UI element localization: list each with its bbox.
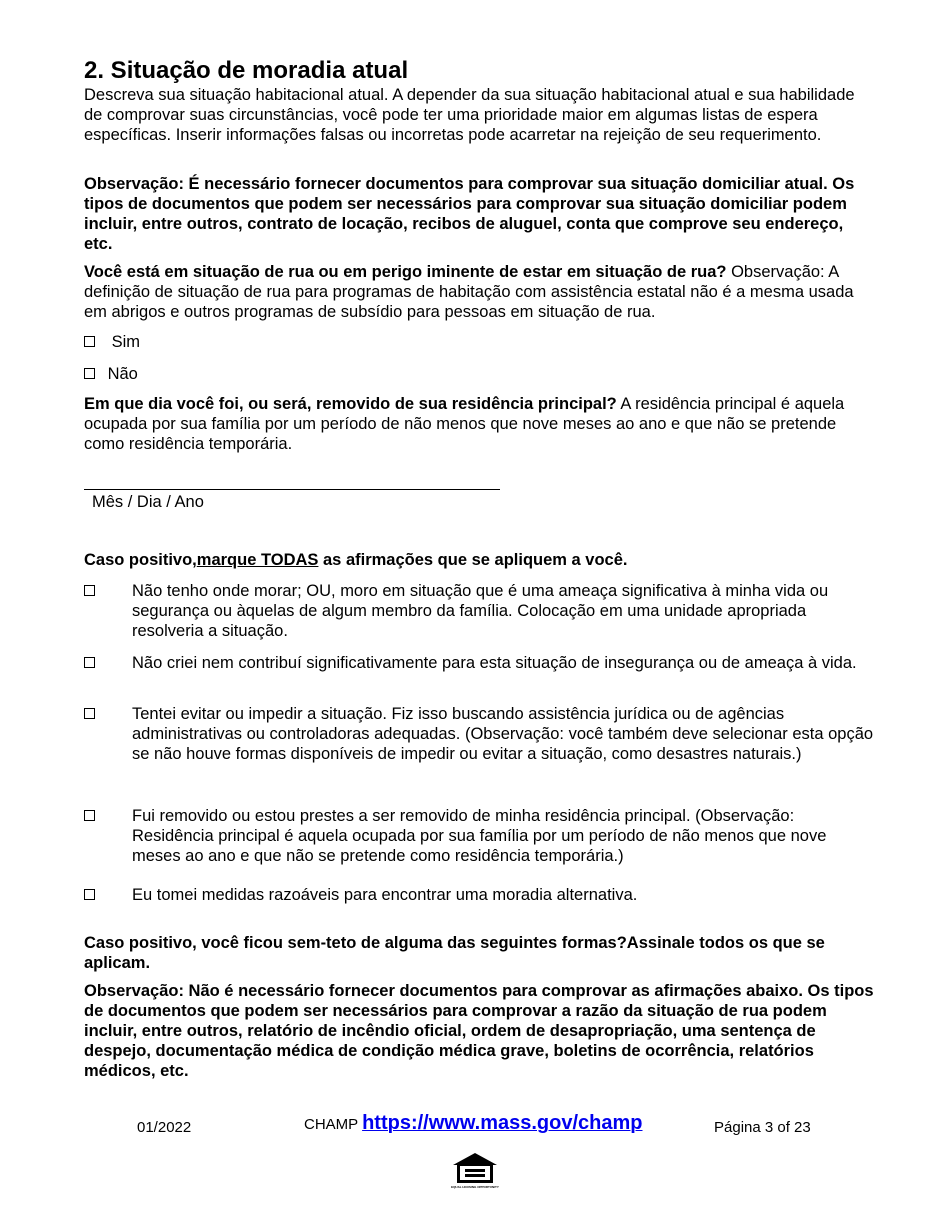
checkbox[interactable] xyxy=(84,810,95,821)
option-nao-label: Não xyxy=(107,365,138,383)
equal-housing-logo xyxy=(450,1151,500,1193)
statement-item[interactable] xyxy=(84,806,874,866)
footer-page-number: Página 3 of 23 xyxy=(714,1119,811,1136)
statement-item[interactable] xyxy=(84,653,874,673)
footer-program xyxy=(304,1113,643,1135)
instruction-prefix: Caso positivo, xyxy=(84,551,197,569)
section-heading: 2. Situação de moradia atual xyxy=(84,57,409,84)
logo-caption: EQUAL HOUSING OPPORTUNITY xyxy=(451,1185,499,1189)
removal-date-question-note: A residência principal é aquela ocupada por sua família por um período de não menos que nove meses ao ano e que não se pretende como residência temporária. xyxy=(84,395,845,453)
checkbox[interactable] xyxy=(84,368,95,379)
intro-paragraph: Descreva sua situação habitacional atual. A depender da sua situação habitacional atual e sua habilidade de comprovar suas circunstâncias, você pode ter uma prioridade maior em algumas listas de espera específicas. Inserir informações falsas ou incorretas pode acarretar na rejeição de seu requerimento. xyxy=(84,86,855,144)
option-sim-label: Sim xyxy=(111,333,141,351)
statement-text: Fui removido ou estou prestes a ser removido de minha residência principal. (Observação: Residência principal é aquela ocupada por sua família por um período de não menos que nove meses ao ano e que não se pretende como residência temporária.) xyxy=(132,807,827,865)
mark-all-instruction xyxy=(84,550,864,570)
date-format-label: Mês / Dia / Ano xyxy=(92,493,204,511)
footer-program-label: CHAMP xyxy=(304,1116,363,1133)
footer-url-link[interactable]: https://www.mass.gov/champ xyxy=(362,1112,643,1134)
checkbox[interactable] xyxy=(84,708,95,719)
option-sim[interactable] xyxy=(84,332,140,352)
statement-text: Não criei nem contribuí significativamente para esta situação de insegurança ou de ameaça à vida. xyxy=(132,654,857,672)
statement-item[interactable] xyxy=(84,581,874,641)
checkbox[interactable] xyxy=(84,585,95,596)
statement-text: Não tenho onde morar; OU, moro em situação que é uma ameaça significativa à minha vida ou segurança ou àquelas de algum membro da família. Colocação em uma unidade apropriada resolveria a situação. xyxy=(132,582,829,640)
homeless-question xyxy=(84,262,864,322)
homeless-cause-note: Observação: Não é necessário fornecer documentos para comprovar as afirmações abaixo. Os tipos de documentos que podem ser necessários para comprovar a razão da situação de rua podem incluir, entre outros, relatório de incêndio oficial, ordem de desapropriação, uma sentença de despejo, documentação médica de condição médica grave, boletins de ocorrência, relatórios médicos, etc. xyxy=(84,982,874,1080)
option-nao[interactable] xyxy=(84,364,138,384)
instruction-underlined: marque TODAS xyxy=(196,551,319,569)
homeless-question-note: Observação: A definição de situação de rua para programas de habitação com assistência estatal não é a mesma usada em abrigos e outros programas de subsídio para pessoas em situação de rua. xyxy=(84,263,854,321)
checkbox[interactable] xyxy=(84,657,95,668)
removal-date-question-text: Em que dia você foi, ou será, removido de sua residência principal? xyxy=(84,395,617,413)
homeless-question-text: Você está em situação de rua ou em perigo iminente de estar em situação de rua? xyxy=(84,263,727,281)
checkbox[interactable] xyxy=(84,336,95,347)
instruction-suffix: as afirmações que se apliquem a você. xyxy=(318,551,628,569)
removal-date-question xyxy=(84,394,864,454)
statement-text: Tentei evitar ou impedir a situação. Fiz isso buscando assistência jurídica ou de agências administrativas ou controladoras adequadas. (Observação: você também deve selecionar esta opção se não houve formas disponíveis de impedir ou evitar a situação, como desastres naturais.) xyxy=(132,705,874,763)
equal-housing-opportunity-icon xyxy=(450,1151,500,1193)
homeless-cause-question: Caso positivo, você ficou sem-teto de alguma das seguintes formas?Assinale todos os que se aplicam. xyxy=(84,934,825,972)
checkbox[interactable] xyxy=(84,889,95,900)
date-input-line[interactable] xyxy=(84,489,500,490)
footer-date: 01/2022 xyxy=(137,1119,192,1136)
statement-item[interactable] xyxy=(84,885,874,905)
statement-item[interactable] xyxy=(84,704,874,764)
documents-note: Observação: É necessário fornecer documentos para comprovar sua situação domiciliar atual. Os tipos de documentos que podem ser necessários para comprovar sua situação domiciliar podem incluir, entre outros, contrato de locação, recibos de aluguel, conta que comprove seu endereço, etc. xyxy=(84,175,855,253)
statement-text: Eu tomei medidas razoáveis para encontrar uma moradia alternativa. xyxy=(132,886,638,904)
